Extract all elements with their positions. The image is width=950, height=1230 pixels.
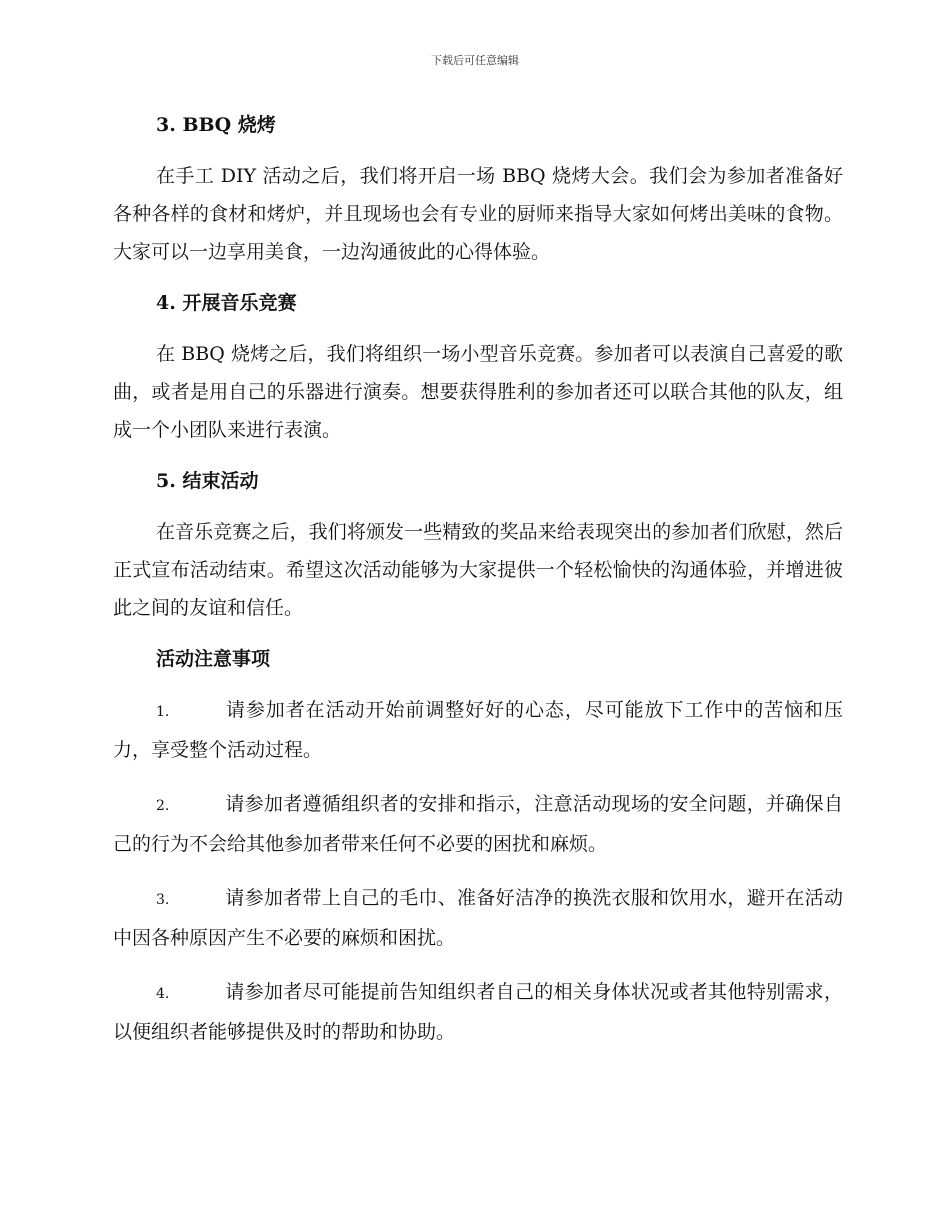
list-number: 2. xyxy=(156,798,170,814)
notes-list-item xyxy=(113,973,843,1051)
notes-list-item xyxy=(113,879,843,957)
list-number: 1. xyxy=(156,704,170,720)
list-text: 请参加者带上自己的毛巾、准备好洁净的换洗衣服和饮用水，避开在活动中因各种原因产生不必要的麻烦和困扰。 xyxy=(113,887,843,949)
list-text: 请参加者遵循组织者的安排和指示，注意活动现场的安全问题，并确保自己的行为不会给其他参加者带来任何不必要的困扰和麻烦。 xyxy=(113,793,843,855)
section-paragraph-music-contest: 在 BBQ 烧烤之后，我们将组织一场小型音乐竞赛。参加者可以表演自己喜爱的歌曲，或者是用自己的乐器进行演奏。想要获得胜利的参加者还可以联合其他的队友，组成一个小团队来进行表演。 xyxy=(113,343,843,441)
list-text: 请参加者尽可能提前告知组织者自己的相关身体状况或者其他特别需求，以便组织者能够提供及时的帮助和协助。 xyxy=(113,981,843,1043)
document-body xyxy=(113,110,843,1067)
notes-heading: 活动注意事项 xyxy=(156,648,271,670)
list-number: 4. xyxy=(156,986,170,1002)
section-heading-end-activity: 5. 结束活动 xyxy=(156,470,259,492)
notes-list-item xyxy=(113,691,843,769)
section-paragraph-end-activity: 在音乐竞赛之后，我们将颁发一些精致的奖品来给表现突出的参加者们欣慰，然后正式宣布活动结束。希望这次活动能够为大家提供一个轻松愉快的沟通体验，并增进彼此之间的友谊和信任。 xyxy=(113,521,843,619)
section-heading-bbq: 3. BBQ 烧烤 xyxy=(156,114,276,136)
notes-list-item xyxy=(113,785,843,863)
page-header: 下载后可任意编辑 xyxy=(431,54,519,67)
section-paragraph-bbq: 在手工 DIY 活动之后，我们将开启一场 BBQ 烧烤大会。我们会为参加者准备好各种各样的食材和烤炉，并且现场也会有专业的厨师来指导大家如何烤出美味的食物。大家可以一边享用美食，一边沟通彼此的心得体验。 xyxy=(113,165,843,263)
list-number: 3. xyxy=(156,892,170,908)
section-heading-music-contest: 4. 开展音乐竞赛 xyxy=(156,292,297,314)
list-text: 请参加者在活动开始前调整好好的心态，尽可能放下工作中的苦恼和压力，享受整个活动过程。 xyxy=(113,699,843,761)
